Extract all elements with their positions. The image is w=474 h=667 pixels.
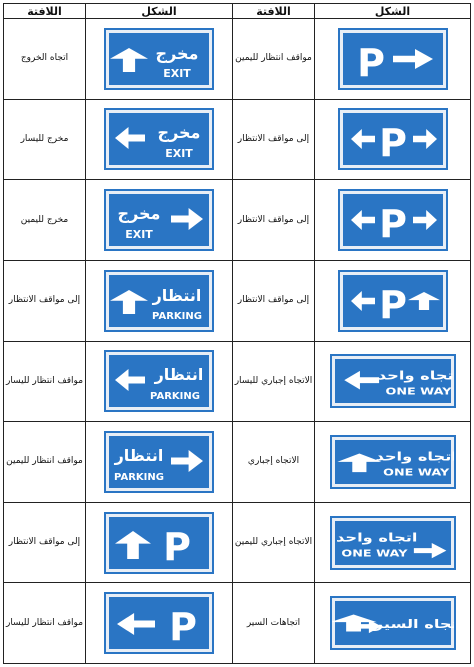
arrow-right-icon: [171, 208, 203, 230]
sign-cell: [315, 180, 471, 261]
table-row: [4, 502, 471, 583]
sign-label: الاتجاه إجباري: [233, 422, 315, 503]
sign-graphic: [343, 33, 443, 85]
sign-cell: [86, 341, 233, 422]
sign-english-text: EXIT: [165, 147, 193, 161]
sign-label: إلى مواقف الانتظار: [233, 260, 315, 341]
traffic-sign-right: [340, 30, 446, 88]
sign-arabic-text: مخرج: [155, 43, 199, 63]
table-header-row: [4, 4, 471, 19]
parking-p-icon: P: [378, 121, 407, 166]
sign-label: الاتجاه إجباري لليسار: [233, 341, 315, 422]
sign-english-text: EXIT: [125, 228, 153, 242]
parking-p-icon: P: [378, 282, 407, 327]
parking-p-icon: P: [356, 40, 385, 85]
table-row: [4, 341, 471, 422]
arrow-up-icon: [115, 531, 151, 559]
sign-graphic: [109, 517, 209, 569]
sign-cell: [86, 583, 233, 664]
sign-label: اتجاهات السير: [233, 583, 315, 664]
traffic-sign-left: [106, 110, 212, 168]
arrow-left-icon: [117, 613, 155, 635]
sign-cell: [315, 19, 471, 100]
traffic-sign-right: [340, 191, 446, 249]
sign-english-text: EXIT: [163, 66, 191, 80]
sign-cell: [315, 341, 471, 422]
traffic-sign-right: [332, 437, 457, 487]
arrow-left-icon: [351, 129, 375, 149]
sign-graphic: [109, 33, 209, 85]
arrow-left-icon: [344, 371, 379, 390]
sign-label: إلى مواقف الانتظار: [233, 99, 315, 180]
sign-cell: [86, 19, 233, 100]
sign-arabic-text: مخرج: [157, 123, 201, 143]
header-sign-shape-2: الشكل: [315, 4, 471, 19]
arrow-up-icon: [110, 48, 148, 72]
arrow-up-icon: [110, 290, 148, 314]
sign-cell: [86, 180, 233, 261]
sign-arabic-text: انتظار: [152, 285, 202, 305]
sign-cell: [315, 260, 471, 341]
traffic-sign-right: [340, 110, 446, 168]
arrow-left-icon: [351, 291, 375, 311]
sign-cell: [86, 260, 233, 341]
sign-english-text: ONE WAY: [382, 467, 449, 478]
sign-label: مواقف انتظار لليسار: [4, 583, 86, 664]
sign-arabic-text: انتظار: [154, 365, 204, 385]
sign-graphic: [343, 113, 443, 165]
traffic-sign-right: [332, 598, 463, 648]
sign-graphic: [335, 440, 457, 484]
header-sign-label-2: اللافتة: [233, 4, 315, 19]
sign-english-text: ONE WAY: [385, 386, 452, 398]
parking-p-icon: P: [169, 605, 197, 650]
table-row: [4, 180, 471, 261]
table-row: [4, 583, 471, 664]
header-sign-label: اللافتة: [4, 4, 86, 19]
sign-arabic-text: مخرج: [117, 204, 161, 224]
parking-p-icon: P: [378, 202, 407, 247]
table-row: [4, 99, 471, 180]
traffic-sign-left: [106, 433, 212, 491]
header-sign-shape: الشكل: [86, 4, 233, 19]
sign-graphic: [109, 275, 209, 327]
sign-label: الاتجاه إجباري لليمين: [233, 502, 315, 583]
sign-arabic-text: اتجاه واحد: [377, 369, 459, 383]
sign-label: مخرج لليسار: [4, 99, 86, 180]
traffic-sign-left: [106, 272, 212, 330]
sign-label: مخرج لليمين: [4, 180, 86, 261]
sign-cell: [86, 422, 233, 503]
arrow-left-icon: [115, 369, 145, 391]
arrow-right-icon: [393, 49, 433, 69]
table-row: [4, 260, 471, 341]
sign-arabic-text: اتجاه واحد: [374, 450, 457, 464]
sign-label: مواقف انتظار لليمين: [4, 422, 86, 503]
sign-graphic: [343, 275, 443, 327]
sign-arabic-text: اتجاه السير: [373, 618, 463, 632]
arrow-left-icon: [351, 210, 375, 230]
table-row: [4, 19, 471, 100]
arrow-up-icon: [408, 292, 440, 310]
traffic-sign-right: [332, 518, 454, 568]
traffic-sign-left: [106, 594, 212, 652]
sign-graphic: [109, 355, 209, 407]
sign-cell: [315, 422, 471, 503]
sign-english-text: PARKING: [114, 471, 164, 483]
sign-graphic: [109, 113, 209, 165]
arrow-right-icon: [413, 543, 445, 558]
traffic-sign-right: [332, 356, 459, 406]
sign-english-text: PARKING: [150, 391, 200, 403]
signs-table: [3, 3, 471, 664]
sign-graphic: [109, 597, 209, 649]
sign-graphic: [109, 436, 209, 488]
traffic-sign-left: [106, 352, 212, 410]
sign-label: اتجاه الخروج: [4, 19, 86, 100]
arrow-right-icon: [413, 210, 437, 230]
table-row: [4, 422, 471, 503]
arrow-right-icon: [171, 450, 203, 472]
sign-cell: [86, 99, 233, 180]
traffic-sign-left: [106, 30, 212, 88]
sign-english-text: PARKING: [152, 310, 202, 322]
sign-label: إلى مواقف الانتظار: [4, 502, 86, 583]
sign-graphic: [343, 194, 443, 246]
sign-cell: [315, 502, 471, 583]
sign-graphic: [335, 601, 463, 645]
sign-cell: [315, 99, 471, 180]
sign-arabic-text: انتظار: [114, 445, 164, 465]
parking-p-icon: P: [163, 524, 191, 569]
traffic-sign-right: [340, 272, 446, 330]
sign-label: إلى مواقف الانتظار: [4, 260, 86, 341]
sign-cell: [86, 502, 233, 583]
traffic-sign-left: [106, 191, 212, 249]
sign-cell: [315, 583, 471, 664]
arrow-left-icon: [115, 127, 145, 149]
sign-graphic: [335, 521, 451, 565]
traffic-sign-left: [106, 514, 212, 572]
sign-label: إلى مواقف الانتظار: [233, 180, 315, 261]
arrow-right-icon: [413, 129, 437, 149]
sign-label: مواقف انتظار لليسار: [4, 341, 86, 422]
sign-label: مواقف انتظار لليمين: [233, 19, 315, 100]
sign-graphic: [335, 359, 459, 403]
sign-english-text: ONE WAY: [340, 547, 407, 559]
sign-arabic-text: اتجاه واحد: [335, 530, 417, 545]
sign-graphic: [109, 194, 209, 246]
